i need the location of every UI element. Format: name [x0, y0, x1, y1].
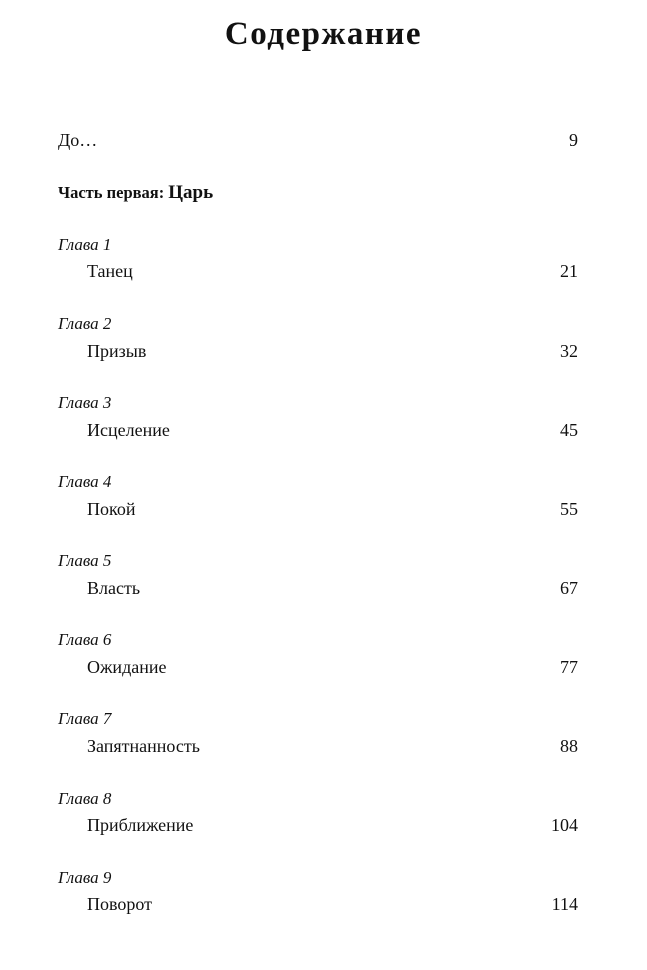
chapter-label: Глава 4	[58, 472, 112, 491]
toc-page-number: 55	[560, 499, 578, 519]
page-title: Содержание	[224, 16, 423, 52]
toc-entry-chapter-6[interactable]	[58, 655, 578, 679]
chapter-label: Глава 7	[58, 709, 112, 728]
chapter-label: Глава 3	[58, 393, 112, 412]
toc-page-number: 104	[551, 815, 578, 835]
toc-entry-chapter-4[interactable]	[58, 497, 578, 521]
toc-entry-chapter-2[interactable]	[58, 339, 578, 363]
toc-entry-chapter-8[interactable]	[58, 813, 578, 837]
toc-entry-title: Поворот	[87, 894, 153, 914]
chapter-label: Глава 1	[58, 235, 112, 254]
chapter-label: Глава 5	[58, 551, 112, 570]
part-heading	[58, 180, 213, 206]
toc-entry-title: Приближение	[87, 815, 194, 835]
toc-entry-chapter-1[interactable]	[58, 259, 578, 283]
toc-page-number: 67	[560, 578, 578, 598]
toc-entry-title: Власть	[87, 578, 141, 598]
chapter-label: Глава 9	[58, 868, 112, 887]
toc-entry-intro[interactable]	[58, 128, 578, 152]
toc-entry-title: Покой	[87, 499, 136, 519]
toc-entry-title: До…	[58, 130, 98, 150]
toc-entry-chapter-7[interactable]	[58, 734, 578, 758]
toc-entry-title: Исцеление	[87, 420, 170, 440]
toc-entry-title: Ожидание	[87, 657, 167, 677]
toc-entry-title: Призыв	[87, 341, 147, 361]
toc-entry-title: Запятнанность	[87, 736, 200, 756]
toc-page-number: 21	[560, 261, 578, 281]
chapter-label: Глава 8	[58, 789, 112, 808]
toc-page-number: 88	[560, 736, 578, 756]
toc-page-number: 45	[560, 420, 578, 440]
toc-page-number: 77	[560, 657, 578, 677]
toc-entry-chapter-5[interactable]	[58, 576, 578, 600]
toc-page-number: 114	[551, 894, 578, 914]
part-prefix: Часть первая:	[58, 183, 165, 202]
toc-page-number: 32	[560, 341, 578, 361]
toc-entry-chapter-9[interactable]	[58, 892, 578, 916]
toc-entry-chapter-3[interactable]	[58, 418, 578, 442]
toc-page-number: 9	[569, 130, 578, 150]
toc-entry-title: Танец	[87, 261, 133, 281]
chapter-label: Глава 2	[58, 314, 112, 333]
part-name: Царь	[168, 182, 214, 203]
chapter-label: Глава 6	[58, 630, 112, 649]
